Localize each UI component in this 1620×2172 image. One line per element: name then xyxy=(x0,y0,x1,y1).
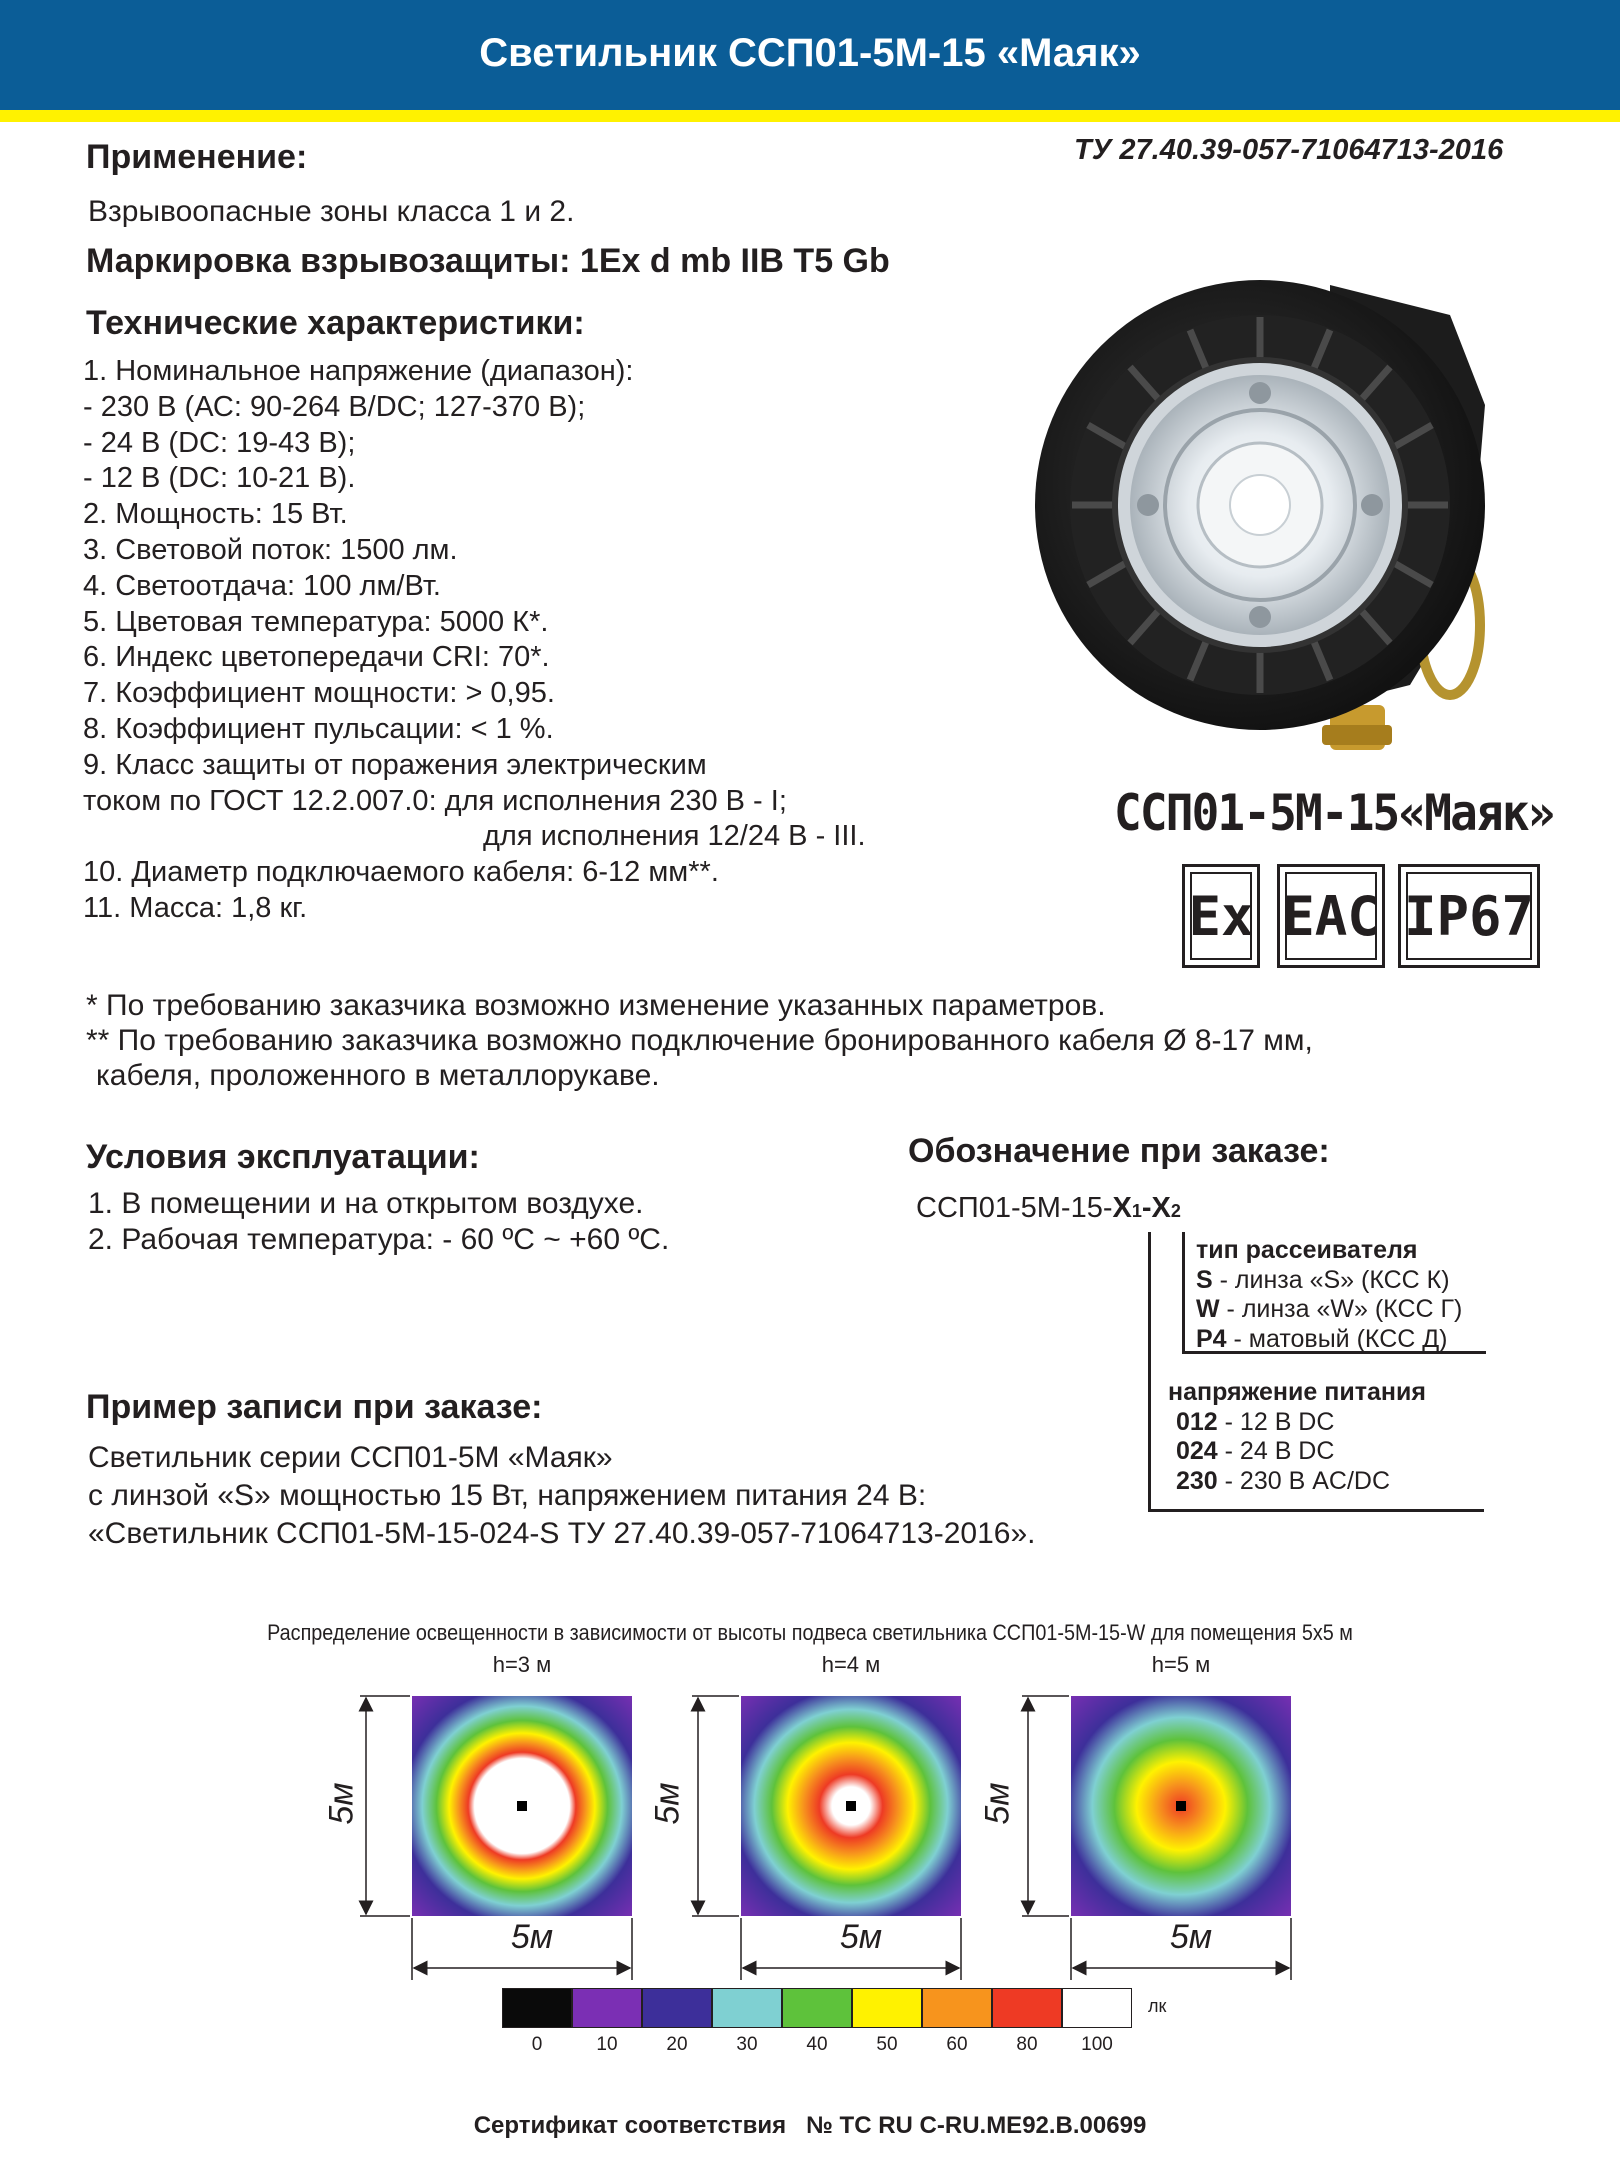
specs-heading: Технические характеристики: xyxy=(86,304,585,342)
panel-side-label: 5м xyxy=(978,1782,1017,1825)
order-heading: Обозначение при заказе: xyxy=(908,1132,1330,1170)
order-x2: X xyxy=(1151,1192,1171,1224)
diffuser-item: P4 - матовый (КСС Д) xyxy=(1196,1324,1448,1353)
spec-line: - 230 В (АС: 90-264 В/DC; 127-370 В); xyxy=(83,390,586,423)
voltage-item: 024 - 24 В DC xyxy=(1176,1437,1335,1465)
spec-line: 1. Номинальное напряжение (диапазон): xyxy=(83,355,634,387)
spec-line: 3. Световой поток: 1500 лм. xyxy=(83,533,458,566)
footnote-1: * По требованию заказчика возможно изменение указанных параметров. xyxy=(86,989,1106,1022)
scale-cell xyxy=(922,1988,992,2028)
luminaire-image xyxy=(1030,255,1520,775)
scale-label: 50 xyxy=(876,2034,898,2055)
spec-line: 8. Коэффициент пульсации: < 1 %. xyxy=(83,712,554,745)
luminaire-marker xyxy=(846,1801,856,1811)
specs-list xyxy=(83,354,866,927)
panel-height-label: h=5 м xyxy=(1151,1652,1211,1677)
badge-ex-label: Ex xyxy=(1190,872,1252,960)
diffuser-title: тип рассеивателя xyxy=(1196,1236,1418,1264)
condition-line: 1. В помещении и на открытом воздухе. xyxy=(88,1187,644,1220)
panel-height-label: h=4 м xyxy=(821,1652,881,1677)
luminaire-marker xyxy=(1176,1801,1186,1811)
scale-cell xyxy=(712,1988,782,2028)
explosion-marking: Маркировка взрывозащиты: 1Ex d mb IIB T5 Gb xyxy=(86,242,890,280)
order-x1: X xyxy=(1112,1192,1132,1224)
page-title: Светильник ССП01-5М-15 «Маяк» xyxy=(479,31,1141,75)
order-x1-sub: 1 xyxy=(1131,1201,1142,1221)
example-heading: Пример записи при заказе: xyxy=(86,1388,543,1426)
spec-line: 4. Светоотдача: 100 лм/Вт. xyxy=(83,569,441,602)
voltage-title: напряжение питания xyxy=(1168,1378,1426,1406)
scale-label: 20 xyxy=(666,2034,688,2055)
scale-label: 100 xyxy=(1081,2034,1113,2055)
order-code-prefix: ССП01-5М-15- xyxy=(916,1192,1113,1224)
footnote-3: кабеля, проложенного в металлорукаве. xyxy=(96,1059,660,1092)
panel-height-label: h=3 м xyxy=(492,1652,552,1677)
panel-width-label: 5м xyxy=(1169,1918,1213,1956)
tu-code: ТУ 27.40.39-057-71064713-2016 xyxy=(1074,134,1504,166)
spec-line: 5. Цветовая температура: 5000 К*. xyxy=(83,605,549,638)
badge-ip67-label: IP67 xyxy=(1406,872,1532,960)
scale-cell xyxy=(852,1988,922,2028)
scale-label: 40 xyxy=(806,2034,828,2055)
scale-label: 0 xyxy=(531,2034,543,2055)
conditions-heading: Условия эксплуатации: xyxy=(86,1138,480,1176)
color-scale-cells xyxy=(502,1988,1132,2028)
color-scale-labels xyxy=(507,2034,1127,2058)
application-heading: Применение: xyxy=(86,138,308,176)
order-code xyxy=(916,1192,1181,1225)
badge-eac-label: EAC xyxy=(1285,872,1377,960)
spec-line: 11. Масса: 1,8 кг. xyxy=(83,891,308,924)
scale-label: 30 xyxy=(736,2034,758,2055)
scale-cell xyxy=(992,1988,1062,2028)
badge-ip67 xyxy=(1398,864,1540,968)
product-label: ССП01-5М-15«Маяк» xyxy=(1114,784,1554,842)
spec-line: 6. Индекс цветопередачи CRI: 70*. xyxy=(83,641,550,674)
condition-line: 2. Рабочая температура: - 60 ºС ~ +60 ºС. xyxy=(88,1223,670,1256)
scale-label: 60 xyxy=(946,2034,968,2055)
badge-ex xyxy=(1182,864,1260,968)
diffuser-item: W - линза «W» (КСС Г) xyxy=(1196,1295,1463,1323)
scale-unit: лк xyxy=(1148,1996,1167,2016)
spec-line: 10. Диаметр подключаемого кабеля: 6-12 мм**. xyxy=(83,856,719,889)
diffuser-item: S - линза «S» (КСС К) xyxy=(1196,1265,1450,1294)
scale-label: 80 xyxy=(1016,2034,1038,2055)
spec-line: 7. Коэффициент мощности: > 0,95. xyxy=(83,677,555,710)
spec-line: 9. Класс защиты от поражения электрическим xyxy=(83,748,707,781)
scale-cell xyxy=(642,1988,712,2028)
application-text: Взрывоопасные зоны класса 1 и 2. xyxy=(88,195,575,228)
scale-cell xyxy=(572,1988,642,2028)
panel-side-label: 5м xyxy=(322,1782,361,1825)
example-line: Светильник серии ССП01-5М «Маяк» xyxy=(88,1441,613,1474)
diffuser-list xyxy=(1196,1236,1462,1354)
scale-cell xyxy=(1062,1988,1132,2028)
spec-line: током по ГОСТ 12.2.007.0: для исполнения 230 В - I; xyxy=(83,784,787,817)
spec-line: 2. Мощность: 15 Вт. xyxy=(83,498,348,531)
example-line: «Светильник ССП01-5М-15-024-S ТУ 27.40.39-057-71064713-2016». xyxy=(88,1517,1036,1550)
spec-line: - 24 В (DC: 19-43 В); xyxy=(83,426,356,459)
panel-width-label: 5м xyxy=(839,1918,883,1956)
panel-side-label: 5м xyxy=(648,1782,687,1825)
badge-eac xyxy=(1277,864,1385,968)
color-scale xyxy=(502,1988,1132,2028)
scale-cell xyxy=(502,1988,572,2028)
luminaire-marker xyxy=(517,1801,527,1811)
footnote-2: ** По требованию заказчика возможно подключение бронированного кабеля Ø 8-17 мм, xyxy=(86,1024,1313,1057)
illuminance-diagrams xyxy=(0,1650,1620,2000)
spec-line: для исполнения 12/24 В - III. xyxy=(483,820,866,853)
voltage-list xyxy=(1168,1378,1426,1496)
voltage-item: 230 - 230 В AC/DC xyxy=(1176,1466,1390,1495)
scale-label: 10 xyxy=(596,2034,618,2055)
spec-line: - 12 В (DC: 10-21 В). xyxy=(83,462,356,495)
order-dash: - xyxy=(1141,1192,1152,1224)
scale-cell xyxy=(782,1988,852,2028)
order-x2-sub: 2 xyxy=(1170,1201,1181,1221)
example-line: с линзой «S» мощностью 15 Вт, напряжением питания 24 В: xyxy=(88,1479,927,1512)
distribution-title: Распределение освещенности в зависимости от высоты подвеса светильника ССП01-5М-15-W для помещения 5х5 м xyxy=(267,1620,1353,1645)
panel-width-label: 5м xyxy=(510,1918,554,1956)
certificate: Сертификат соответствия № ТС RU C-RU.ME92.B.00699 xyxy=(473,2112,1147,2139)
voltage-item: 012 - 12 В DC xyxy=(1176,1407,1335,1436)
header-stripe xyxy=(0,110,1620,122)
